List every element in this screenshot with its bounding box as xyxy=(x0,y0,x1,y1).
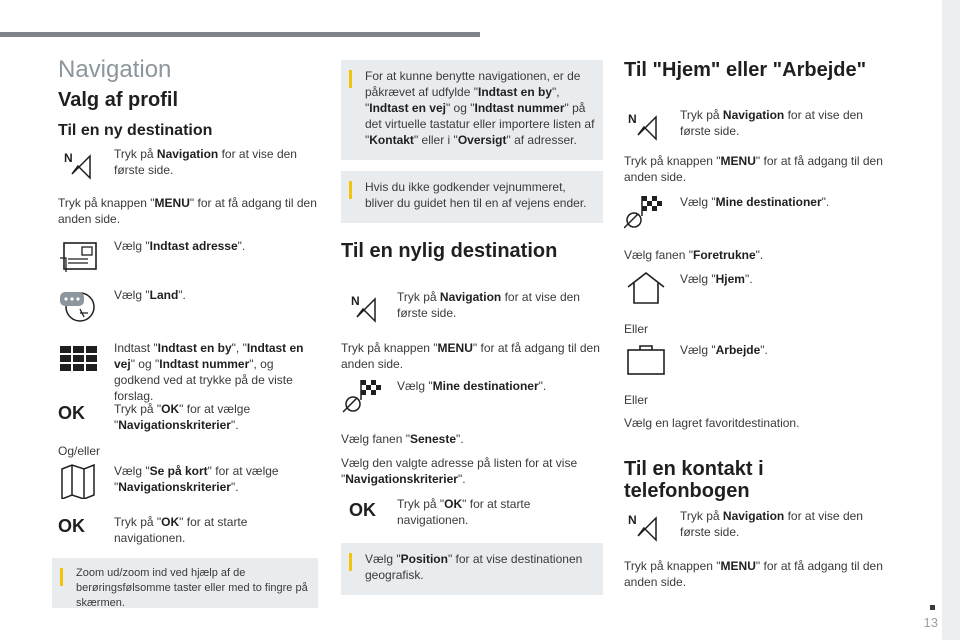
step-navigation xyxy=(58,146,320,186)
country-icon xyxy=(58,287,100,323)
svg-text:N: N xyxy=(64,151,73,165)
page-number: 13 xyxy=(923,615,938,630)
heading-nylig-destination: Til en nylig destination xyxy=(341,240,558,262)
svg-text:N: N xyxy=(628,112,637,126)
step-arbejde xyxy=(624,342,886,382)
step-ok-start xyxy=(58,514,320,554)
section-title: Navigation xyxy=(58,56,172,83)
navigation-icon xyxy=(58,146,100,182)
step-indtast xyxy=(58,340,320,403)
top-rule xyxy=(0,32,480,37)
briefcase-icon xyxy=(624,342,666,378)
step-mine-destinationer-label: Vælg "Mine destinationer". xyxy=(397,379,547,393)
step-land xyxy=(58,287,320,327)
tab-instruction: Vælg fanen "Foretrukne". xyxy=(624,248,764,262)
page-marker xyxy=(930,605,935,610)
step-navigation xyxy=(624,508,886,548)
step-hjem-label: Vælg "Hjem". xyxy=(680,272,753,286)
step-se-paa-kort xyxy=(58,463,320,503)
saved-destination-text: Vælg en lagret favoritdestination. xyxy=(624,416,800,430)
map-icon xyxy=(58,463,100,499)
step-navigation-label: Tryk på Navigation for at vise den første side. xyxy=(397,290,580,320)
info-note-required: For at kunne benytte navigationen, er de påkrævet af udfylde "Indtast en by", "Indtast en vej" og "Indtast nummer" på det virtuelle tastatur eller importere listen af "Kontakt" eller i "Oversigt" af adresser. xyxy=(341,60,603,160)
keyboard-icon xyxy=(58,340,100,376)
step-hjem xyxy=(624,271,886,311)
ok-icon: OK xyxy=(58,403,85,423)
heading-valg-af-profil: Valg af profil xyxy=(58,89,179,111)
step-navigation-label: Tryk på Navigation for at vise den første side. xyxy=(680,509,863,539)
navigation-icon xyxy=(624,107,666,143)
tab-instruction: Vælg fanen "Seneste". xyxy=(341,432,464,446)
step-ok-start xyxy=(341,496,603,536)
step-indtast-label: Indtast "Indtast en by", "Indtast en vej" og "Indtast nummer", og godkend ved at trykke på de viste forslag. xyxy=(114,341,304,403)
heading-kontakt: Til en kontakt i telefonbogen xyxy=(624,458,764,502)
svg-text:N: N xyxy=(351,294,360,308)
og-eller-text: Og/eller xyxy=(58,444,101,458)
step-se-paa-kort-label: Vælg "Se på kort" for at vælge "Navigationskriterier". xyxy=(114,464,279,494)
page-side-strip xyxy=(942,0,960,640)
step-navigation xyxy=(624,107,886,147)
address-entry-icon xyxy=(58,238,100,274)
menu-instruction: Tryk på knappen "MENU" for at få adgang til den anden side. xyxy=(341,341,600,371)
position-note: Vælg "Position" for at vise destinationen geografisk. xyxy=(341,543,603,595)
step-navigation-label: Tryk på Navigation for at vise den første side. xyxy=(114,147,297,177)
heading-ny-destination: Til en ny destination xyxy=(58,122,213,139)
step-mine-destinationer xyxy=(341,378,603,418)
eller-text: Eller xyxy=(624,322,649,336)
svg-text:N: N xyxy=(628,513,637,527)
eller-text: Eller xyxy=(624,393,649,407)
step-ok-start-label: Tryk på "OK" for at starte navigationen. xyxy=(397,497,531,527)
step-ok-kriterier-label: Tryk på "OK" for at vælge "Navigationskriterier". xyxy=(114,402,251,432)
zoom-note: Zoom ud/zoom ind ved hjælp af de berøringsfølsomme taster eller med to fingre på skærmen. xyxy=(52,558,318,608)
menu-instruction: Tryk på knappen "MENU" for at få adgang til den anden side. xyxy=(624,559,883,589)
step-land-label: Vælg "Land". xyxy=(114,288,186,302)
step-indtast-adresse xyxy=(58,238,320,278)
step-navigation xyxy=(341,289,603,329)
navigation-icon xyxy=(341,289,383,325)
step-ok-kriterier xyxy=(58,401,320,441)
step-navigation-label: Tryk på Navigation for at vise den første side. xyxy=(680,108,863,138)
step-indtast-adresse-label: Vælg "Indtast adresse". xyxy=(114,239,246,253)
home-icon xyxy=(624,271,666,307)
ok-icon: OK xyxy=(349,500,376,520)
menu-instruction: Tryk på knappen "MENU" for at få adgang til den anden side. xyxy=(624,154,883,184)
step-mine-destinationer xyxy=(624,194,886,234)
ok-icon: OK xyxy=(58,516,85,536)
navigation-icon xyxy=(624,508,666,544)
step-ok-start-label: Tryk på "OK" for at starte navigationen. xyxy=(114,515,248,545)
heading-hjem-arbejde: Til "Hjem" eller "Arbejde" xyxy=(624,59,867,81)
select-instruction: Vælg den valgte adresse på listen for at vise "Navigationskriterier". xyxy=(341,456,578,486)
destination-flag-icon xyxy=(341,378,383,414)
step-mine-destinationer-label: Vælg "Mine destinationer". xyxy=(680,195,830,209)
destination-flag-icon xyxy=(624,194,666,230)
info-note-vejnummer: Hvis du ikke godkender vejnummeret, bliver du guidet hen til en af vejens ender. xyxy=(341,171,603,223)
menu-instruction: Tryk på knappen "MENU" for at få adgang til den anden side. xyxy=(58,196,317,226)
step-arbejde-label: Vælg "Arbejde". xyxy=(680,343,768,357)
